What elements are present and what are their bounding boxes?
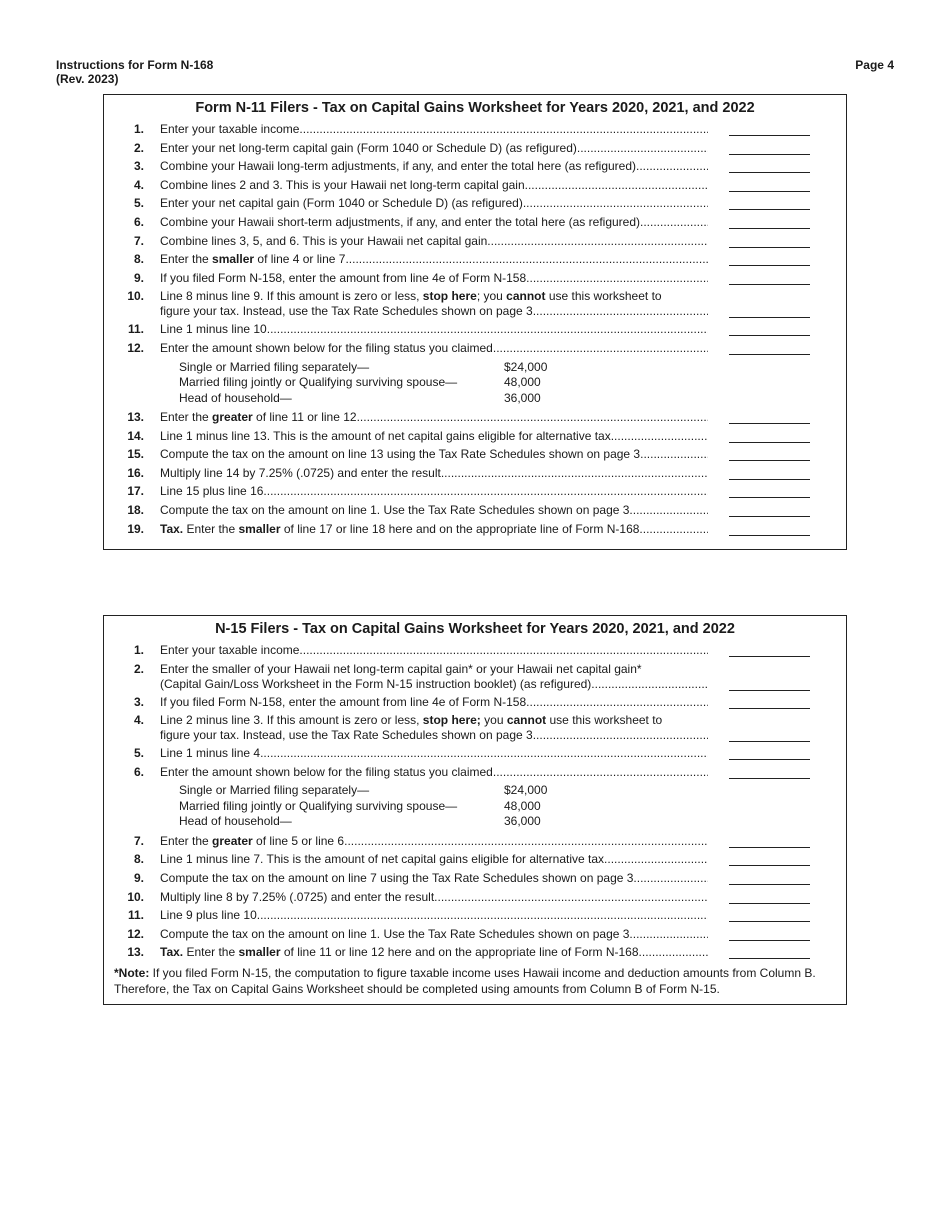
worksheet-n11-lines	[104, 122, 846, 540]
worksheet-line	[104, 447, 846, 466]
line-text-part: Compute the tax on the amount on line 1. Use the Tax Rate Schedules shown on page 3.	[160, 926, 633, 941]
line-text	[160, 447, 640, 462]
line-text-part: smaller	[238, 945, 281, 960]
line-text-continued: figure your tax. Instead, use the Tax Rate Schedules shown on page 3	[160, 304, 533, 319]
line-number: 3.	[133, 159, 144, 174]
worksheet-line	[104, 341, 846, 360]
line-text	[160, 746, 260, 761]
filing-status-row	[104, 799, 846, 815]
note-text: Therefore, the Tax on Capital Gains Worksheet should be completed using amounts from Column B of Form N-15.	[114, 981, 720, 996]
dot-leader	[493, 341, 708, 356]
line-text	[160, 252, 345, 267]
worksheet-line	[104, 662, 846, 695]
line-text-part: Enter the	[183, 945, 239, 960]
line-text	[160, 234, 487, 249]
amount-entry-line[interactable]	[729, 228, 810, 229]
line-text	[160, 871, 637, 886]
line-text	[160, 466, 441, 481]
worksheet-line	[104, 643, 846, 662]
line-text-part: Compute the tax on the amount on line 7 using the Tax Rate Schedules shown on page 3.	[160, 871, 637, 886]
dot-leader	[441, 466, 708, 481]
line-text	[160, 122, 299, 137]
line-number: 8.	[133, 252, 144, 267]
amount-entry-line[interactable]	[729, 535, 810, 536]
form-title: Instructions for Form N-168	[56, 58, 214, 72]
line-text	[160, 159, 636, 174]
dot-leader	[299, 122, 708, 137]
amount-entry-line[interactable]	[729, 154, 810, 155]
line-number: 4.	[133, 177, 144, 192]
worksheet-line	[104, 234, 846, 253]
line-text-part: Enter your taxable income	[160, 643, 300, 657]
filing-status-label: Single or Married filing separately—	[179, 359, 370, 374]
line-text	[160, 484, 263, 499]
filing-status-label: Single or Married filing separately—	[179, 783, 370, 798]
line-number: 9.	[133, 871, 144, 886]
amount-entry-line[interactable]	[729, 460, 810, 461]
amount-entry-line[interactable]	[729, 191, 810, 192]
dot-leader	[577, 141, 708, 156]
line-text	[160, 215, 640, 230]
line-text	[160, 178, 525, 193]
line-text	[160, 410, 357, 425]
worksheet-note	[114, 966, 842, 997]
amount-entry-line[interactable]	[729, 317, 810, 318]
line-number: 8.	[133, 852, 144, 867]
worksheet-line	[104, 289, 846, 322]
line-text	[160, 271, 526, 286]
filing-status-amount: 48,000	[504, 375, 541, 390]
amount-entry-line[interactable]	[729, 247, 810, 248]
line-text-part: Combine your Hawaii short-term adjustments, if any, and enter the total here (as refigured)	[160, 214, 640, 229]
line-text-part: Line 1 minus line 10	[160, 322, 267, 337]
line-number: 11.	[127, 908, 144, 923]
filing-status-amount: $24,000	[504, 359, 548, 374]
dot-leader	[299, 643, 708, 658]
line-number: 10.	[127, 289, 144, 304]
line-text-part: Line 1 minus line 13. This is the amount of net capital gains eligible for alternative tax.	[160, 428, 615, 443]
line-text-part: greater	[212, 410, 253, 425]
line-text-part: of line 17 or line 18 here and on the appropriate line of Form N-168	[280, 521, 640, 536]
line-text-part: Line 9 plus line 10.	[160, 908, 261, 923]
line-text-part: If you filed Form N-158, enter the amount from line 4e of Form N-158	[160, 270, 527, 285]
worksheet-line	[104, 834, 846, 853]
worksheet-n15-title: N-15 Filers - Tax on Capital Gains Worksheet for Years 2020, 2021, and 2022	[215, 621, 735, 637]
filing-status-amount: 36,000	[504, 814, 541, 829]
line-text-continued: (Capital Gain/Loss Worksheet in the Form N-15 instruction booklet) (as refigured).	[160, 676, 595, 691]
line-text	[160, 695, 526, 710]
dot-leader	[614, 429, 708, 444]
line-text	[160, 852, 607, 867]
line-text-part: Tax.	[160, 521, 184, 536]
line-number: 5.	[133, 196, 144, 211]
worksheet-line	[104, 122, 846, 141]
dot-leader	[639, 522, 708, 537]
amount-entry-line[interactable]	[729, 135, 810, 136]
amount-entry-line[interactable]	[729, 423, 810, 424]
amount-entry-line[interactable]	[729, 442, 810, 443]
amount-entry-line[interactable]	[729, 172, 810, 173]
amount-entry-line[interactable]	[729, 940, 810, 941]
line-text-part: Line 15 plus line 16	[160, 484, 264, 499]
line-text	[160, 834, 344, 849]
filing-status-row	[104, 360, 846, 376]
dot-leader	[357, 410, 708, 425]
line-number: 14.	[127, 428, 144, 443]
amount-entry-line[interactable]	[729, 479, 810, 480]
line-number: 11.	[127, 322, 144, 337]
filing-status-row	[104, 391, 846, 407]
line-number: 18.	[127, 503, 144, 517]
dot-leader	[640, 447, 708, 462]
dot-leader	[637, 871, 708, 886]
line-text-continued: figure your tax. Instead, use the Tax Rate Schedules shown on page 3	[160, 728, 533, 743]
line-text-part: If you filed Form N-158, enter the amount from line 4e of Form N-158	[160, 694, 527, 709]
dot-leader	[533, 728, 708, 743]
filing-status-amount: 48,000	[504, 798, 541, 813]
line-text-part: smaller	[212, 252, 255, 267]
line-number: 16.	[127, 465, 144, 480]
amount-entry-line[interactable]	[729, 778, 810, 779]
dot-leader	[607, 852, 708, 867]
filing-status-amount: $24,000	[504, 783, 548, 798]
line-text-part: ; you	[476, 289, 507, 304]
worksheet-line	[104, 945, 846, 964]
amount-entry-line[interactable]	[729, 690, 810, 691]
dot-leader	[260, 908, 708, 923]
line-text	[160, 662, 708, 677]
filing-status-row	[104, 375, 846, 391]
page-number: Page 4	[855, 58, 894, 72]
amount-entry-line[interactable]	[729, 865, 810, 866]
worksheet-line	[104, 927, 846, 946]
line-text-part: use this worksheet to	[546, 713, 663, 728]
dot-leader	[434, 890, 708, 905]
dot-leader	[633, 927, 708, 942]
line-text-part: Multiply line 8 by 7.25% (.0725) and enter the result	[160, 889, 435, 904]
dot-leader	[526, 695, 708, 710]
line-number: 13.	[127, 945, 144, 960]
worksheet-n11	[103, 94, 847, 550]
line-number: 5.	[133, 746, 144, 761]
worksheet-line	[104, 765, 846, 784]
note-label: *Note:	[114, 966, 150, 981]
filing-status-label: Married filing jointly or Qualifying surviving spouse—	[179, 798, 458, 813]
line-text-part: cannot	[506, 289, 546, 304]
amount-entry-line[interactable]	[729, 847, 810, 848]
dot-leader	[526, 271, 708, 286]
worksheet-line	[104, 178, 846, 197]
line-text-part: Enter your taxable income	[160, 122, 300, 136]
line-number: 4.	[133, 713, 144, 728]
line-text-part: Compute the tax on the amount on line 1. Use the Tax Rate Schedules shown on page 3	[160, 503, 630, 517]
line-number: 6.	[133, 764, 144, 779]
line-number: 15.	[127, 447, 144, 462]
line-number: 3.	[133, 694, 144, 709]
line-number: 13.	[127, 410, 144, 425]
line-text-part: Enter the amount shown below for the filing status you claimed	[160, 340, 493, 355]
line-text-part: Enter your net long-term capital gain (Form 1040 or Schedule D) (as refigured)	[160, 140, 577, 155]
worksheet-line	[104, 484, 846, 503]
line-number: 10.	[127, 889, 144, 904]
worksheet-line	[104, 522, 846, 541]
line-number: 12.	[127, 340, 144, 355]
worksheet-line	[104, 908, 846, 927]
amount-entry-line[interactable]	[729, 335, 810, 336]
line-text-part: Line 2 minus line 3. If this amount is zero or less,	[160, 713, 423, 728]
line-number: 6.	[133, 214, 144, 229]
amount-entry-line[interactable]	[729, 354, 810, 355]
worksheet-line	[104, 695, 846, 714]
line-text	[160, 196, 523, 211]
line-text-part: use this worksheet to	[545, 289, 662, 304]
line-number: 2.	[133, 140, 144, 155]
line-number: 19.	[127, 521, 144, 536]
filing-status-row	[104, 783, 846, 799]
line-text-part: Tax.	[160, 945, 184, 960]
line-text-part: Enter the	[160, 833, 213, 848]
dot-leader	[639, 945, 708, 960]
dot-leader	[345, 252, 708, 267]
line-text	[160, 429, 614, 444]
line-number: 17.	[127, 484, 144, 499]
dot-leader	[636, 159, 708, 174]
dot-leader	[595, 677, 708, 692]
worksheet-line	[104, 871, 846, 890]
worksheet-line	[104, 252, 846, 271]
form-revision: (Rev. 2023)	[56, 72, 119, 86]
line-text-part: Enter the	[183, 521, 239, 536]
amount-entry-line[interactable]	[729, 884, 810, 885]
line-text	[160, 713, 708, 728]
line-number: 2.	[133, 661, 144, 676]
line-text	[160, 890, 434, 905]
line-text-part: Line 8 minus line 9. If this amount is zero or less,	[160, 289, 423, 304]
amount-entry-line[interactable]	[729, 516, 810, 517]
filing-status-amount: 36,000	[504, 390, 541, 405]
dot-leader	[260, 746, 708, 761]
line-text-part: Line 1 minus line 7. This is the amount of net capital gains eligible for alternative tax.	[160, 852, 608, 867]
line-text	[160, 522, 639, 537]
worksheet-line	[104, 503, 846, 522]
filing-status-row	[104, 814, 846, 830]
line-number: 12.	[127, 926, 144, 941]
amount-entry-line[interactable]	[729, 921, 810, 922]
amount-entry-line[interactable]	[729, 759, 810, 760]
line-number: 7.	[133, 233, 144, 248]
amount-entry-line[interactable]	[729, 209, 810, 210]
amount-entry-line[interactable]	[729, 656, 810, 657]
worksheet-line	[104, 429, 846, 448]
amount-entry-line[interactable]	[729, 497, 810, 498]
line-text-part: Enter the	[160, 410, 213, 425]
line-text-part: Combine lines 2 and 3. This is your Hawaii net long-term capital gain	[160, 177, 525, 192]
line-text	[160, 643, 299, 658]
line-number: 1.	[133, 122, 144, 136]
line-text-part: Multiply line 14 by 7.25% (.0725) and enter the result	[160, 465, 441, 480]
line-text-part: cannot	[506, 713, 547, 728]
worksheet-line	[104, 159, 846, 178]
line-text-part: greater	[212, 833, 253, 848]
worksheet-line	[104, 466, 846, 485]
amount-entry-line[interactable]	[729, 708, 810, 709]
line-text-part: of line 5 or line 6	[252, 833, 345, 848]
amount-entry-line[interactable]	[729, 958, 810, 959]
line-text-part: of line 11 or line 12	[252, 410, 357, 425]
line-text-part: Compute the tax on the amount on line 13 using the Tax Rate Schedules shown on page 3	[160, 447, 641, 462]
worksheet-n15-lines	[104, 643, 846, 997]
line-text-part: Enter your net capital gain (Form 1040 or Schedule D) (as refigured)	[160, 196, 523, 211]
line-text	[160, 765, 493, 780]
amount-entry-line[interactable]	[729, 284, 810, 285]
dot-leader	[263, 484, 708, 499]
dot-leader	[493, 765, 708, 780]
dot-leader	[487, 234, 708, 249]
worksheet-line	[104, 322, 846, 341]
worksheet-line	[104, 713, 846, 746]
line-text	[160, 322, 267, 337]
filing-status-label: Married filing jointly or Qualifying surviving spouse—	[179, 375, 458, 390]
line-text-part: Enter the amount shown below for the filing status you claimed	[160, 764, 493, 779]
line-text	[160, 927, 633, 942]
worksheet-line	[104, 410, 846, 429]
line-number: 7.	[133, 833, 144, 848]
dot-leader	[344, 834, 708, 849]
worksheet-n11-title: Form N-11 Filers - Tax on Capital Gains Worksheet for Years 2020, 2021, and 2022	[195, 100, 755, 116]
worksheet-line	[104, 196, 846, 215]
dot-leader	[523, 196, 708, 211]
amount-entry-line[interactable]	[729, 265, 810, 266]
amount-entry-line[interactable]	[729, 741, 810, 742]
line-text-part: you	[480, 713, 507, 728]
dot-leader	[533, 304, 708, 319]
line-text-part: stop here	[422, 289, 477, 304]
dot-leader	[640, 215, 708, 230]
worksheet-line	[104, 141, 846, 160]
line-text-part: of line 11 or line 12 here and on the appropriate line of Form N-168	[280, 945, 639, 960]
line-text	[160, 945, 639, 960]
line-text	[160, 289, 708, 304]
line-number: 9.	[133, 270, 144, 285]
line-text	[160, 908, 260, 923]
filing-status-label: Head of household—	[179, 814, 292, 829]
dot-leader	[525, 178, 708, 193]
worksheet-line	[104, 215, 846, 234]
line-text-part: of line 4 or line 7	[254, 252, 346, 267]
worksheet-line	[104, 271, 846, 290]
amount-entry-line[interactable]	[729, 903, 810, 904]
line-text	[160, 141, 577, 156]
worksheet-line	[104, 852, 846, 871]
note-text: If you filed Form N-15, the computation to figure taxable income uses Hawaii income and deduction amounts from Column B.	[149, 966, 816, 981]
line-text-part: Line 1 minus line 4	[160, 746, 261, 761]
filing-status-label: Head of household—	[179, 390, 292, 405]
line-text-part: Combine your Hawaii long-term adjustments, if any, and enter the total here (as refigured)	[160, 159, 637, 174]
worksheet-line	[104, 746, 846, 765]
dot-leader	[629, 503, 708, 518]
line-text-part: Enter the smaller of your Hawaii net long-term capital gain* or your Hawaii net capital gain*	[160, 661, 642, 676]
line-text-part: Combine lines 3, 5, and 6. This is your Hawaii net capital gain	[160, 233, 488, 248]
line-text-part: stop here;	[422, 713, 481, 728]
line-text-part: Enter the	[160, 252, 213, 267]
line-text	[160, 503, 629, 518]
line-number: 1.	[133, 643, 144, 657]
worksheet-line	[104, 890, 846, 909]
line-text	[160, 341, 493, 356]
line-text-part: smaller	[238, 521, 281, 536]
form-header	[56, 58, 213, 86]
worksheet-n15	[103, 615, 847, 1005]
dot-leader	[267, 322, 708, 337]
